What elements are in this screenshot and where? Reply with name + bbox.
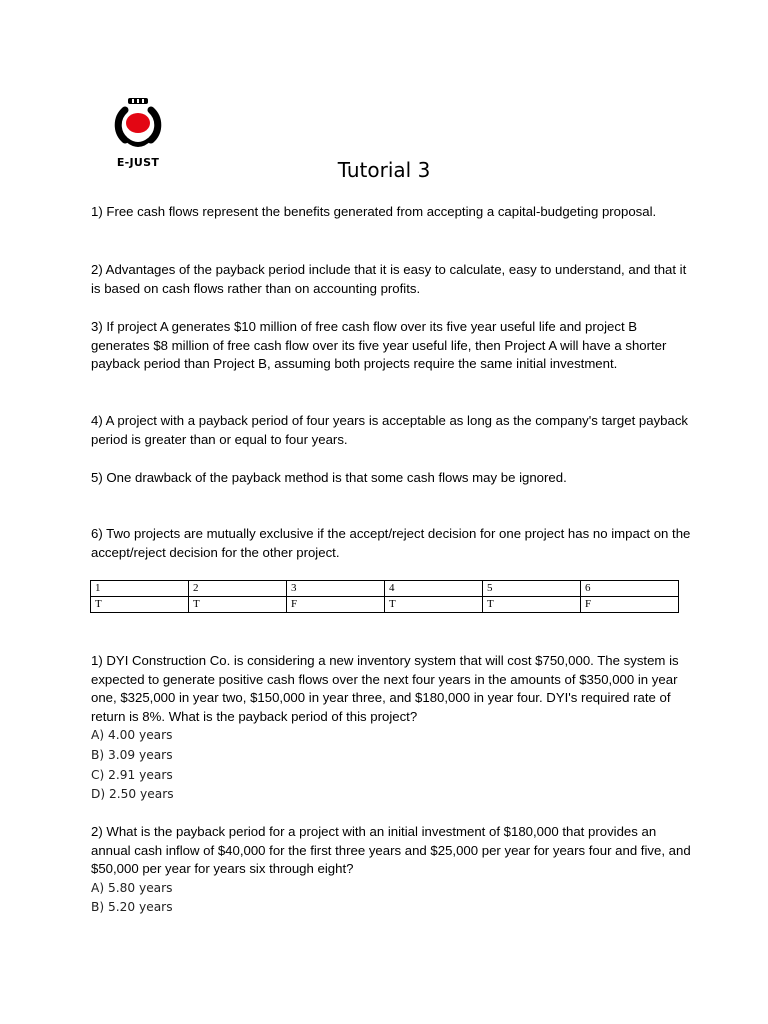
table-cell: T — [189, 597, 287, 613]
table-cell: 6 — [581, 581, 679, 597]
answer-table-answers-row — [91, 597, 679, 613]
option-item: C) 2.91 years — [91, 767, 173, 782]
question-1 — [91, 652, 691, 805]
page-title: Tutorial 3 — [337, 158, 431, 182]
statement-2: 2) Advantages of the payback period include that it is easy to calculate, easy to understand, and that it is based on cash flows rather than on accounting profits. — [91, 262, 687, 296]
answer-table-numbers-row — [91, 581, 679, 597]
option-item: B) 3.09 years — [91, 747, 173, 762]
table-cell: 2 — [189, 581, 287, 597]
option-list — [91, 879, 691, 918]
statement-6: 6) Two projects are mutually exclusive if the accept/reject decision for one project has no impact on the accept/reject decision for the other project. — [91, 526, 691, 560]
answer-table — [90, 580, 679, 613]
question-text: 2) What is the payback period for a project with an initial investment of $180,000 that provides an annual cash inflow of $40,000 for the first three years and $25,000 per year for years four and five, and $50,000 per year for years six through eight? — [91, 824, 691, 877]
table-cell: 5 — [483, 581, 581, 597]
question-text: 1) DYI Construction Co. is considering a new inventory system that will cost $750,000. The system is expected to generate positive cash flows over the next four years in the amounts of $350,000 in year one, $325,000 in year two, $150,000 in year three, and $180,000 in year four. DYI's required rate of return is 8%. What is the payback period of this project? — [91, 653, 679, 724]
table-cell: 4 — [385, 581, 483, 597]
option-item: A) 4.00 years — [91, 728, 173, 743]
question-2 — [91, 823, 691, 918]
statement-4: 4) A project with a payback period of four years is acceptable as long as the company's target payback period is greater than or equal to four years. — [91, 413, 689, 447]
table-cell: 1 — [91, 581, 189, 597]
ejust-logo-icon — [108, 96, 168, 156]
statement-3: 3) If project A generates $10 million of free cash flow over its five year useful life and project B generates $8 million of free cash flow over its five year useful life, then Project A will have a shorter payback period than Project B, assuming both projects require the same initial investment. — [91, 319, 667, 372]
option-item: D) 2.50 years — [91, 787, 174, 802]
option-item: B) 5.20 years — [91, 900, 173, 915]
table-cell: F — [287, 597, 385, 613]
table-cell: 3 — [287, 581, 385, 597]
table-cell: T — [385, 597, 483, 613]
statement-1: 1) Free cash flows represent the benefits generated from accepting a capital-budgeting proposal. — [91, 204, 657, 219]
table-cell: F — [581, 597, 679, 613]
table-cell: T — [91, 597, 189, 613]
statement-5: 5) One drawback of the payback method is that some cash flows may be ignored. — [91, 470, 567, 485]
option-item: A) 5.80 years — [91, 880, 173, 895]
option-list — [91, 726, 691, 804]
logo-text: E-JUST — [116, 156, 160, 169]
table-cell: T — [483, 597, 581, 613]
